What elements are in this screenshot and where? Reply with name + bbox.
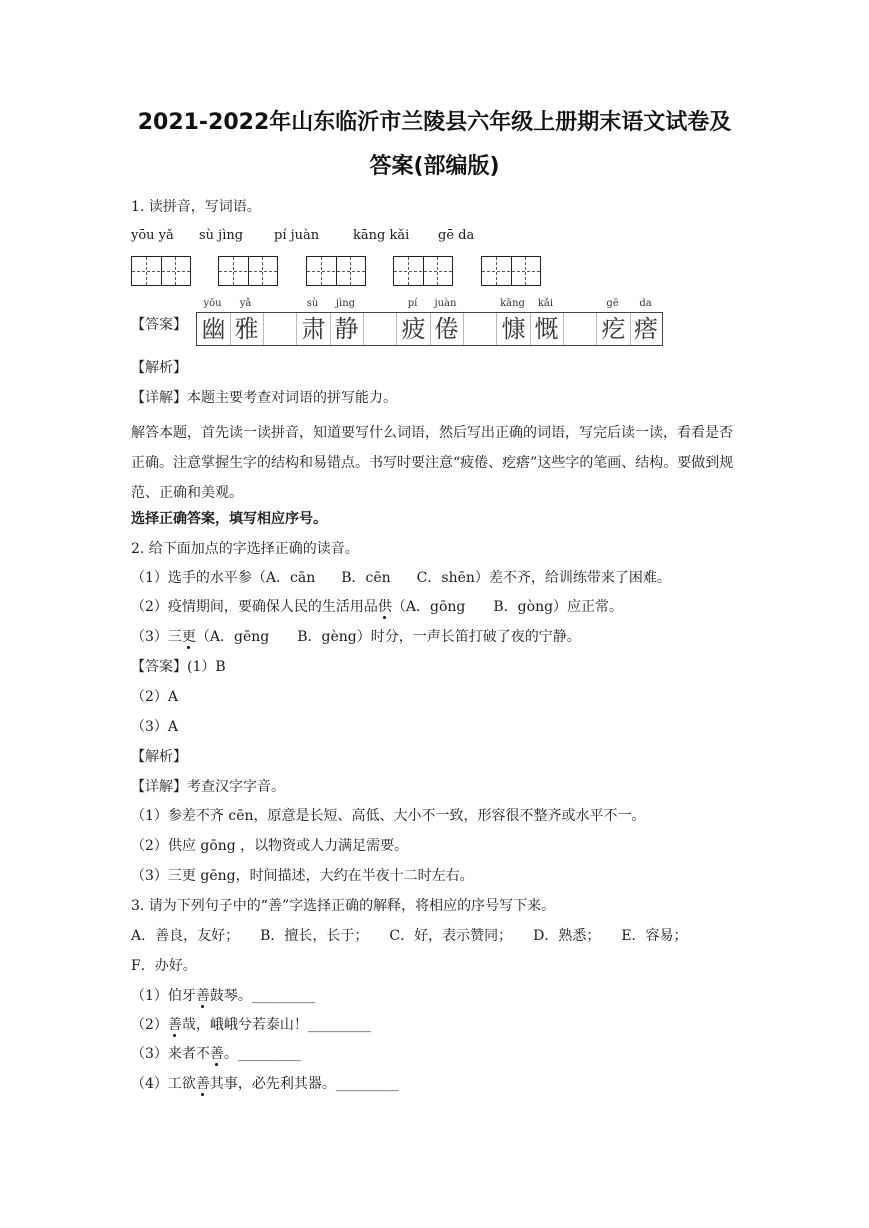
q2-item-2-text: （2）疫情期间，要确保人民的生活用品 (131, 599, 378, 615)
answer-pinyin: pí (407, 298, 418, 309)
answer-spacer (263, 313, 297, 345)
answer-pinyin: yǎ (239, 298, 252, 309)
answer-spacer (363, 313, 397, 345)
q2-answer-1: 【答案】(1）B (131, 659, 226, 675)
q3-item-3-text: （3）来者不 (131, 1046, 210, 1062)
q3-options-line2: F．办好。 (131, 958, 197, 974)
page-title-line2: 答案(部编版) (369, 154, 500, 179)
q2-item-3-text: （3）三 (131, 629, 182, 645)
q2-item-1-text: （1）选手的水平参（A．cān (131, 570, 316, 586)
answer-char: 瘩 (634, 315, 658, 343)
q1-explanation: 解答本题，首先读一读拼音，知道要写什么词语，然后写出正确的词语，写完后读一读，看看是否正确。注意掌握生字的结构和易错点。书写时要注意“疲倦、疙瘩”这些字的笔画、结构。要做到规范、正确和美观。 (131, 425, 734, 501)
dotted-char: 善 (195, 988, 210, 1004)
q1-detail: 【详解】本题主要考查对词语的拼写能力。 (131, 390, 397, 406)
q3-item-1 (131, 986, 315, 1006)
answer-pinyin: yōu (203, 298, 222, 309)
q1-analysis-label: 【解析】 (131, 360, 187, 376)
section-heading: 选择正确答案，填写相应序号。 (131, 511, 327, 527)
dotted-char: 善 (209, 1046, 224, 1062)
q1-answer-label: 【答案】 (131, 317, 187, 333)
answer-char: 疙 (597, 313, 631, 345)
q2-item-3 (131, 627, 581, 647)
q2-item-1 (131, 568, 671, 588)
q3-item-4 (131, 1074, 399, 1094)
dotted-char: 善 (167, 1017, 182, 1033)
q2-answer-3: （3）A (131, 719, 179, 735)
q3-item-4-blank[interactable]: 其事，必先利其器。_________ (209, 1076, 399, 1092)
q2-item-2 (131, 597, 623, 617)
answer-pinyin: jìng (335, 298, 356, 309)
writing-grid[interactable] (393, 256, 453, 286)
writing-grid[interactable] (481, 256, 541, 286)
q2-prompt: 2. 给下面加点的字选择正确的读音。 (131, 541, 359, 557)
answer-pinyin: kǎi (537, 298, 554, 309)
q1-prompt: 1. 读拼音，写词语。 (131, 199, 261, 215)
pinyin-5: gē da (438, 228, 475, 243)
answer-char: 幽 (197, 313, 231, 345)
pinyin-2: sù jìng (199, 228, 244, 243)
q3-item-3-blank[interactable]: 。_________ (223, 1046, 301, 1062)
q3-prompt: 3. 请为下列句子中的“善”字选择正确的解释，将相应的序号写下来。 (131, 898, 556, 914)
q1-answer-grid (196, 312, 663, 346)
q2-analysis-label: 【解析】 (131, 749, 187, 765)
page-title: 2021-2022年山东临沂市兰陵县六年级上册期末语文试卷及 (137, 110, 732, 135)
pinyin-3: pí juàn (274, 228, 320, 243)
q2-explain-3: （3）三更 gēng，时间描述，大约在半夜十二时左右。 (131, 868, 474, 884)
answer-pinyin: da (639, 298, 652, 309)
answer-char: 慷 (497, 313, 531, 345)
answer-spacer (563, 313, 597, 345)
answer-char: 慨 (530, 313, 564, 345)
answer-char: 疲 (397, 313, 431, 345)
writing-grid[interactable] (131, 256, 191, 286)
writing-grid[interactable] (218, 256, 278, 286)
answer-char: 倦 (430, 313, 464, 345)
q2-item-1-tail: C．shēn）差不齐，给训练带来了困难。 (416, 570, 671, 586)
q2-answer-2: （2）A (131, 689, 179, 705)
dotted-char: 更 (181, 629, 196, 645)
pinyin-1: yōu yǎ (131, 228, 174, 243)
dotted-char: 供 (377, 599, 392, 615)
answer-spacer (463, 313, 497, 345)
q3-item-1-blank[interactable]: 鼓琴。_________ (209, 988, 315, 1004)
q2-explain-2: （2）供应 gōng ，以物资或人力满足需要。 (131, 838, 409, 854)
q2-detail: 【详解】考查汉字字音。 (131, 779, 285, 795)
pinyin-4: kāng kǎi (353, 228, 410, 243)
q2-item-3-tail: （A．gēng B．gèng）时分，一声长笛打破了夜的宁静。 (195, 629, 581, 645)
answer-char: 静 (330, 313, 364, 345)
answer-pinyin: gē (606, 298, 619, 309)
answer-pinyin: sù (306, 298, 319, 309)
q2-item-1-option-b: B．cēn (341, 570, 391, 586)
q3-item-1-text: （1）伯牙 (131, 988, 196, 1004)
answer-char: 雅 (230, 313, 264, 345)
q3-options-line1: A．善良，友好； B．擅长，长于； C．好，表示赞同； D．熟悉； E．容易； (131, 928, 688, 944)
q3-item-3 (131, 1044, 301, 1064)
q2-explain-1: （1）参差不齐 cēn，原意是长短、高低、大小不一致，形容很不整齐或水平不一。 (131, 808, 646, 824)
q2-item-2-tail: （A．gōng B．gòng）应正常。 (391, 599, 624, 615)
answer-char: 肃 (297, 313, 331, 345)
q3-item-2 (131, 1015, 371, 1035)
answer-pinyin: juàn (434, 298, 457, 309)
writing-grid[interactable] (306, 256, 366, 286)
dotted-char: 善 (195, 1076, 210, 1092)
q3-item-2-blank[interactable]: 哉，峨峨兮若泰山！_________ (181, 1017, 371, 1033)
answer-pinyin: kāng (500, 298, 525, 309)
q3-item-4-text: （4）工欲 (131, 1076, 196, 1092)
q3-item-2-text: （2） (131, 1017, 168, 1033)
